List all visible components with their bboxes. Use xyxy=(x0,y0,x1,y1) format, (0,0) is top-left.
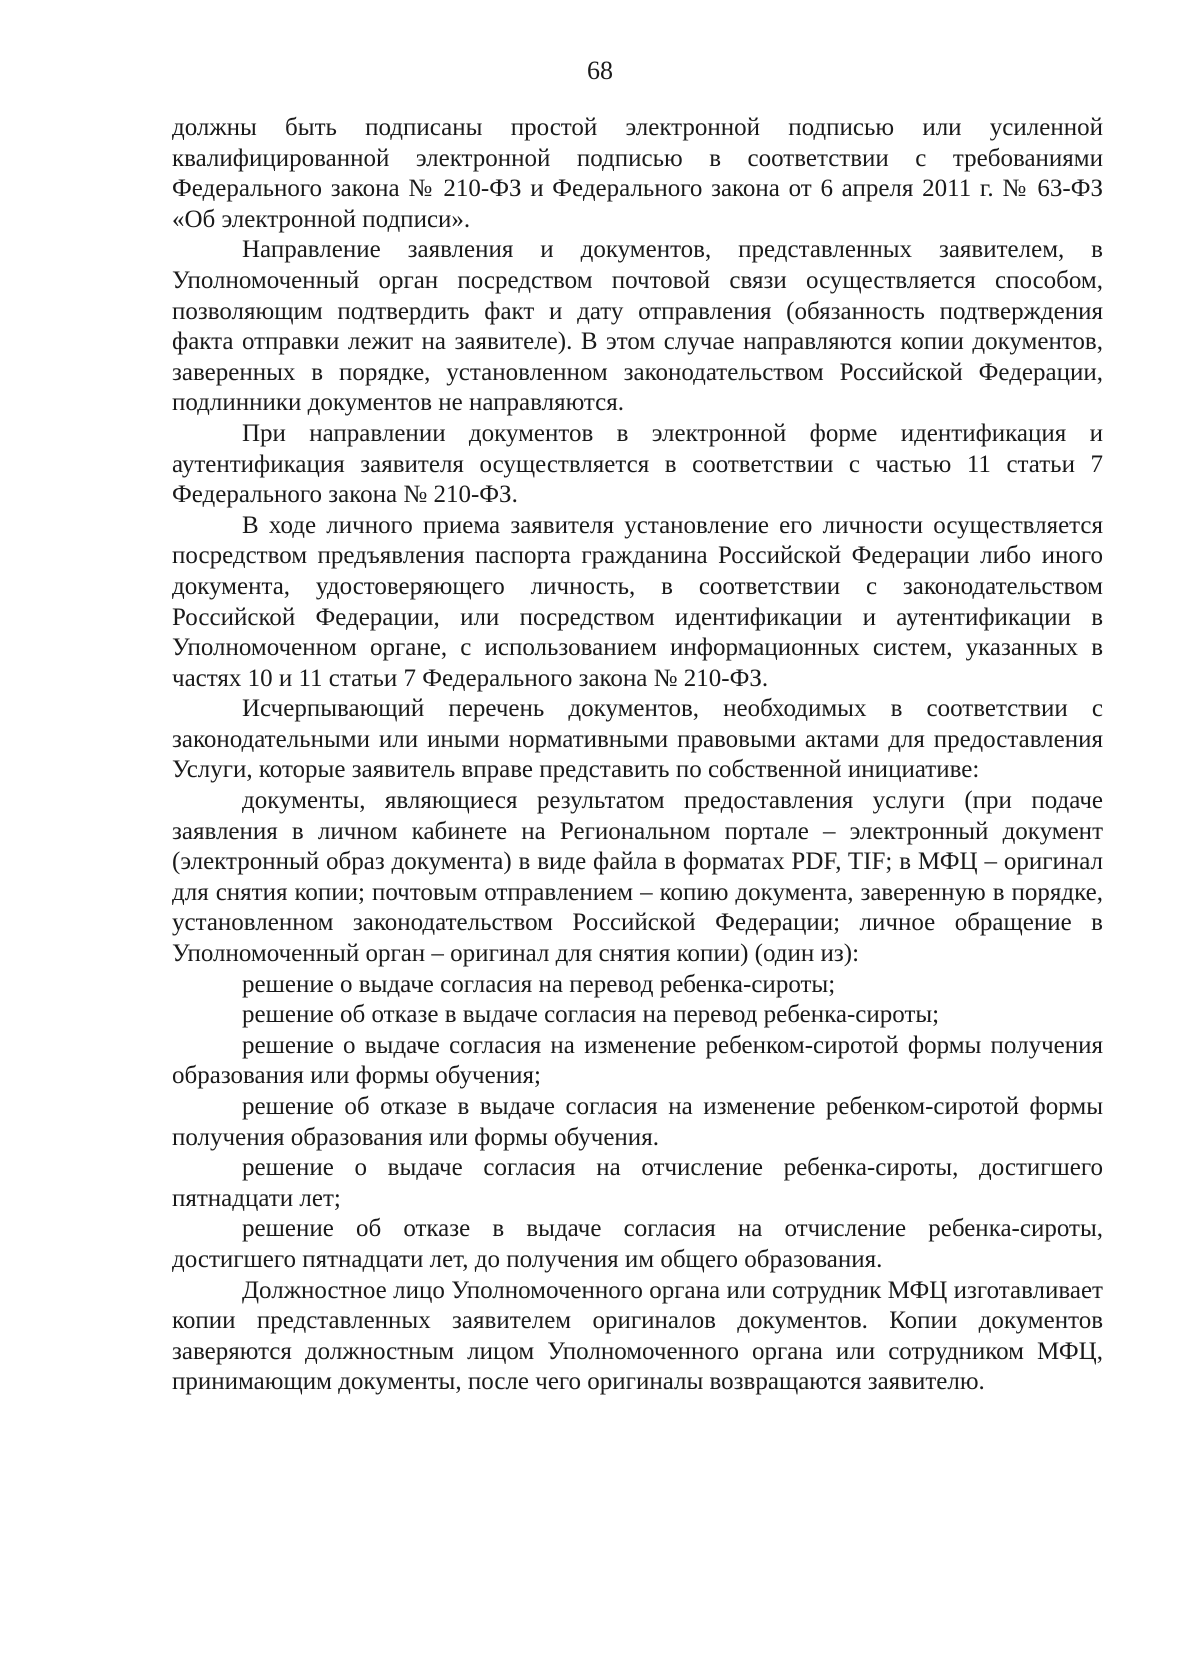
list-item-education-form-consent: решение о выдаче согласия на изменение ребенком-сиротой формы получения образования или формы обучения; xyxy=(172,1031,1103,1090)
paragraph-copies-certification: Должностное лицо Уполномоченного органа или сотрудник МФЦ изготавливает копии представленных заявителем оригиналов документов. Копии документов заверяются должностным лицом Уполномоченного органа или сотрудником МФЦ, принимающим документы, после чего оригиналы возвращаются заявителю. xyxy=(172,1276,1103,1396)
page-number: 68 xyxy=(587,56,613,85)
document-body xyxy=(172,113,1103,1398)
paragraph-service-result-documents: документы, являющиеся результатом предоставления услуги (при подаче заявления в личном кабинете на Региональном портале – электронный документ (электронный образ документа) в виде файла в форматах PDF, TIF; в МФЦ – оригинал для снятия копии; почтовым отправлением – копию документа, заверенную в порядке, установленном законодательством Российской Федерации; личное обращение в Уполномоченный орган – оригинал для снятия копии) (один из): xyxy=(172,787,1103,968)
paragraph-personal-reception: В ходе личного приема заявителя установление его личности осуществляется посредством предъявления паспорта гражданина Российской Федерации либо иного документа, удостоверяющего личность, в соответствии с законодательством Российской Федерации, или посредством идентификации и аутентификации в Уполномоченном органе, с использованием информационных систем, указанных в частях 10 и 11 статьи 7 Федерального закона № 210-ФЗ. xyxy=(172,511,1103,692)
list-item-education-form-refusal: решение об отказе в выдаче согласия на изменение ребенком-сиротой формы получения образования или формы обучения. xyxy=(172,1093,1103,1151)
paragraph-signature-requirements: должны быть подписаны простой электронной подписью или усиленной квалифицированной электронной подписью в соответствии с требованиями Федерального закона № 210-ФЗ и Федерального закона от 6 апреля 2011 г. № 63-ФЗ «Об электронной подписи». xyxy=(172,114,1103,233)
list-item-transfer-consent: решение о выдаче согласия на перевод ребенка-сироты; xyxy=(242,970,836,998)
list-item-transfer-refusal: решение об отказе в выдаче согласия на перевод ребенка-сироты; xyxy=(242,1001,940,1029)
list-item-expulsion-refusal: решение об отказе в выдаче согласия на отчисление ребенка-сироты, достигшего пятнадцати лет, до получения им общего образования. xyxy=(172,1215,1103,1273)
paragraph-postal-submission: Направление заявления и документов, представленных заявителем, в Уполномоченный орган посредством почтовой связи осуществляется способом, позволяющим подтвердить факт и дату отправления (обязанность подтверждения факта отправки лежит на заявителе). В этом случае направляются копии документов, заверенных в порядке, установленном законодательством Российской Федерации, подлинники документов не направляются. xyxy=(172,236,1103,417)
paragraph-document-list-intro: Исчерпывающий перечень документов, необходимых в соответствии с законодательными или иными нормативными правовыми актами для предоставления Услуги, которые заявитель вправе представить по собственной инициативе: xyxy=(172,695,1103,784)
paragraph-electronic-identification: При направлении документов в электронной форме идентификация и аутентификация заявителя осуществляется в соответствии с частью 11 статьи 7 Федерального закона № 210-ФЗ. xyxy=(172,419,1103,509)
list-item-expulsion-consent: решение о выдаче согласия на отчисление ребенка-сироты, достигшего пятнадцати лет; xyxy=(172,1154,1103,1212)
